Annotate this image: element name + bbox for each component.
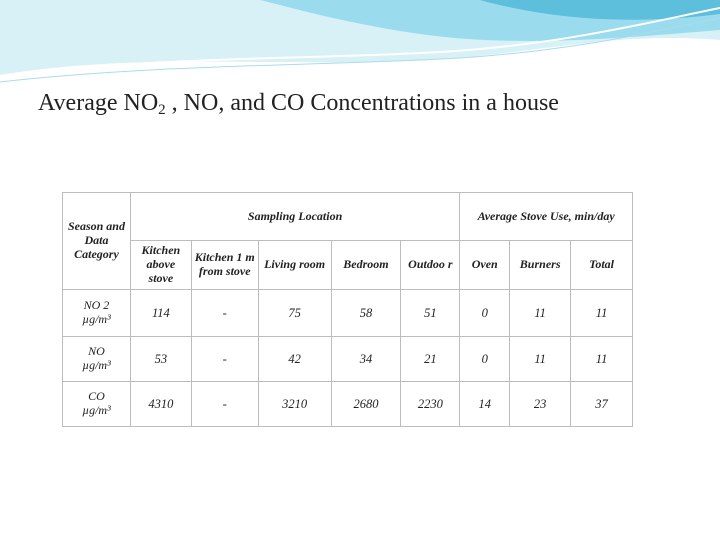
table-cell: 11 <box>510 337 571 382</box>
column-header: Oven <box>460 241 510 290</box>
row-unit: µg/m³ <box>82 312 111 326</box>
table-cell: 51 <box>401 290 460 337</box>
row-label <box>63 337 131 382</box>
table-cell: 4310 <box>130 382 191 427</box>
table-row <box>63 337 633 382</box>
row-label <box>63 382 131 427</box>
table-cell: - <box>191 382 258 427</box>
table-cell: 53 <box>130 337 191 382</box>
column-header: Outdoo r <box>401 241 460 290</box>
column-header: Kitchen 1 m from stove <box>191 241 258 290</box>
table-cell: 2230 <box>401 382 460 427</box>
table-cell: 11 <box>571 290 633 337</box>
slide-title <box>38 90 559 119</box>
row-name: NO 2 <box>83 298 110 313</box>
table-cell: 114 <box>130 290 191 337</box>
table-cell: 11 <box>510 290 571 337</box>
group-header-stove-use: Average Stove Use, min/day <box>460 193 633 241</box>
column-header: Total <box>571 241 633 290</box>
table-cell: 23 <box>510 382 571 427</box>
column-header: Kitchen above stove <box>130 241 191 290</box>
column-header: Burners <box>510 241 571 290</box>
table-cell: 2680 <box>331 382 401 427</box>
title-main: Average NO <box>38 90 159 116</box>
row-name: CO <box>88 389 105 404</box>
row-unit: µg/m³ <box>82 358 111 372</box>
table-cell: 42 <box>258 337 331 382</box>
row-unit: µg/m³ <box>82 403 111 417</box>
table-cell: 0 <box>460 290 510 337</box>
table-cell: - <box>191 337 258 382</box>
row-label <box>63 290 131 337</box>
title-rest: , NO, and CO Concentrations in a house <box>165 90 559 116</box>
table-cell: 34 <box>331 337 401 382</box>
header-wave-decoration <box>0 0 720 90</box>
table-cell: 58 <box>331 290 401 337</box>
table-row <box>63 290 633 337</box>
table-cell: 11 <box>571 337 633 382</box>
table-cell: 21 <box>401 337 460 382</box>
row-name: NO <box>88 344 105 359</box>
table-cell: - <box>191 290 258 337</box>
group-header-sampling-location: Sampling Location <box>130 193 459 241</box>
table-cell: 0 <box>460 337 510 382</box>
concentration-table <box>62 192 633 427</box>
table-cell: 75 <box>258 290 331 337</box>
column-header: Bedroom <box>331 241 401 290</box>
corner-header: Season and Data Category <box>63 193 131 290</box>
title-subscript: 2 <box>158 102 166 118</box>
table-cell: 37 <box>571 382 633 427</box>
column-header: Living room <box>258 241 331 290</box>
table-row <box>63 382 633 427</box>
table-cell: 3210 <box>258 382 331 427</box>
table-cell: 14 <box>460 382 510 427</box>
